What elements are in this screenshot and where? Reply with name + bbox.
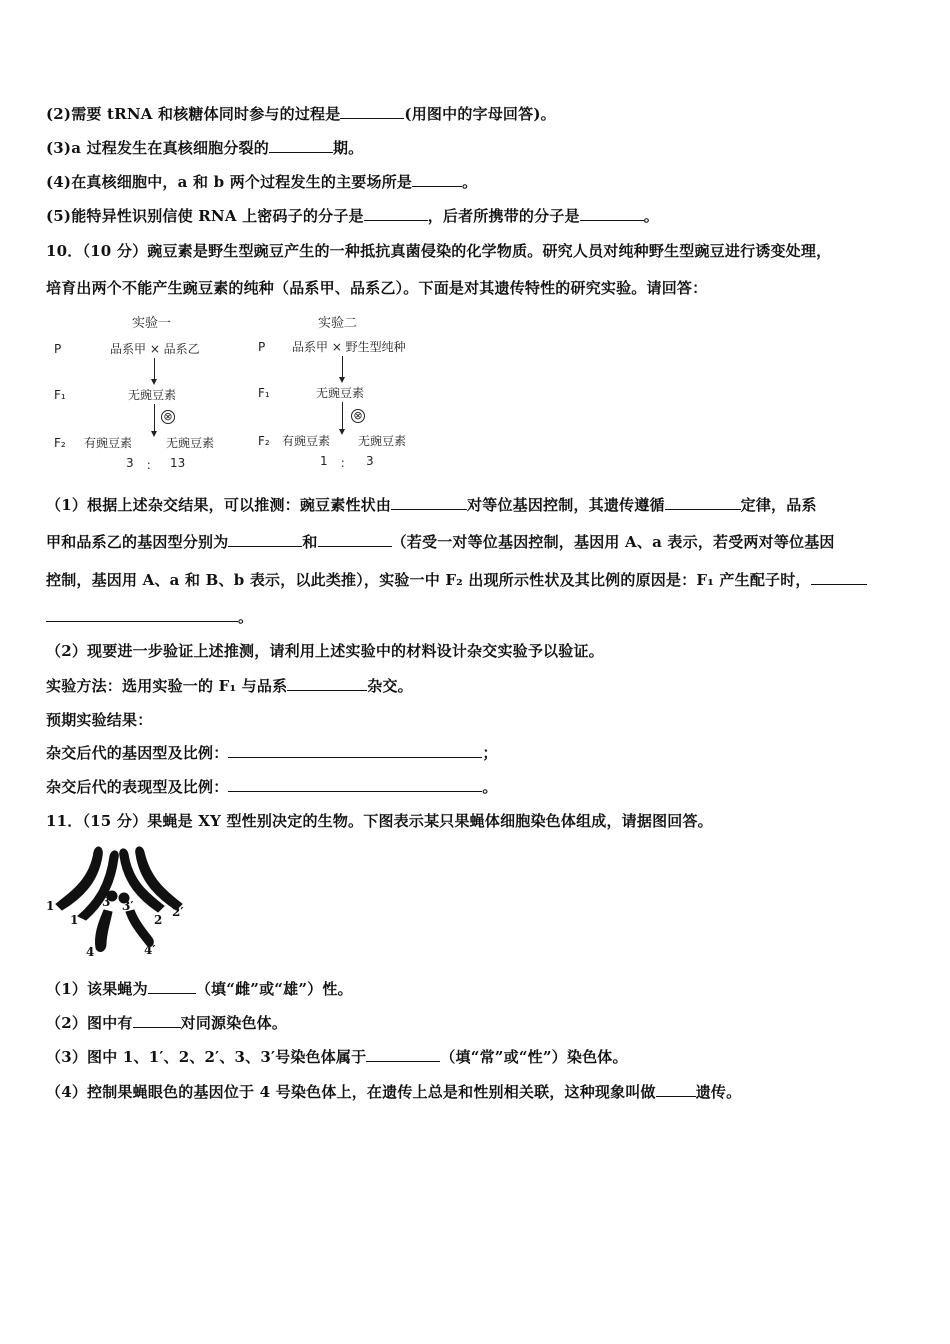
selfing-icon: ⊗ bbox=[161, 410, 175, 424]
exp1-f1: 无豌豆素 bbox=[128, 388, 177, 402]
answer-blank[interactable] bbox=[364, 206, 428, 221]
q10-intro-line2: 培育出两个不能产生豌豆素的纯种（品系甲、品系乙）。下面是对其遗传特性的研究实验。请回答： bbox=[46, 279, 708, 297]
exp2-f2-right: 无豌豆素 bbox=[358, 434, 407, 448]
exp2-ratio-right: 3 bbox=[366, 454, 374, 468]
q10-s2-line1: （2）现要进一步验证上述推测，请利用上述实验中的材料设计杂交实验予以验证。 bbox=[46, 642, 604, 660]
q10-s2-line5: 杂交后代的表现型及比例： 。 bbox=[46, 778, 498, 796]
answer-blank[interactable] bbox=[366, 1047, 440, 1062]
q11-s2: （2）图中有 对同源染色体。 bbox=[46, 1014, 288, 1032]
q10-s1-line1: （1）根据上述杂交结果，可以推测：豌豆素性状由 对等位基因控制，其遗传遵循 定律，品系 bbox=[46, 496, 817, 514]
chrom-label: 4′ bbox=[144, 943, 156, 957]
arrow-down-icon bbox=[342, 402, 343, 430]
q10-s1-line2: 甲和品系乙的基因型分别为 和 （若受一对等位基因控制，基因用 A、a 表示，若受两对等位基因 bbox=[46, 533, 835, 551]
answer-blank[interactable] bbox=[46, 607, 238, 622]
q10-intro-line1: 10．（10 分）豌豆素是野生型豌豆产生的一种抵抗真菌侵染的化学物质。研究人员对纯种野生型豌豆进行诱变处理， bbox=[46, 242, 832, 260]
chromosome-4-prime bbox=[126, 910, 153, 946]
arrow-down-icon bbox=[154, 358, 155, 380]
answer-blank[interactable] bbox=[228, 743, 482, 758]
exp2-f1: 无豌豆素 bbox=[316, 386, 365, 400]
q9-part2: (2)需要 tRNA 和核糖体同时参与的过程是 (用图中的字母回答)。 bbox=[46, 105, 556, 123]
cross-diagrams bbox=[46, 310, 446, 480]
exp1-f1-label: F₁ bbox=[54, 388, 66, 402]
q10-s2-line2: 实验方法：选用实验一的 F₁ 与品系 杂交。 bbox=[46, 677, 413, 695]
chrom-label: 3 bbox=[102, 895, 111, 909]
q10-s1-line3: 控制，基因用 A、a 和 B、b 表示，以此类推），实验一中 F₂ 出现所示性状及其比例的原因是：F₁ 产生配子时， bbox=[46, 569, 867, 590]
exp2-f2-label: F₂ bbox=[258, 434, 270, 448]
q11-s1: （1）该果蝇为 （填“雌”或“雄”）性。 bbox=[46, 980, 353, 998]
answer-blank[interactable] bbox=[391, 495, 467, 510]
exp1-p-label: P bbox=[54, 342, 62, 356]
chromosome-diagram bbox=[46, 840, 191, 958]
q10-s2-line4: 杂交后代的基因型及比例： ； bbox=[46, 744, 498, 762]
chrom-label: 4 bbox=[86, 945, 95, 958]
q10-s1-line4: 。 bbox=[46, 606, 253, 627]
q11-intro: 11．（15 分）果蝇是 XY 型性别决定的生物。下图表示某只果蝇体细胞染色体组成，请据图回答。 bbox=[46, 812, 713, 830]
exp1-cross: 品系甲 × 品系乙 bbox=[110, 342, 200, 356]
answer-blank[interactable] bbox=[318, 532, 392, 547]
answer-blank[interactable] bbox=[287, 676, 367, 691]
exp1-f2-left: 有豌豆素 bbox=[84, 436, 133, 450]
chrom-label: 1′ bbox=[70, 913, 82, 927]
exp1-ratio-left: 3 bbox=[126, 456, 134, 470]
exp2-ratio-colon: ： bbox=[340, 456, 353, 470]
exp2-title: 实验二 bbox=[318, 316, 358, 331]
exp1-f2-right: 无豌豆素 bbox=[166, 436, 215, 450]
answer-blank[interactable] bbox=[811, 570, 867, 585]
chromosome-figure bbox=[46, 840, 191, 958]
chromosome-4 bbox=[95, 910, 112, 951]
q11-s3: （3）图中 1、1′、2、2′、3、3′号染色体属于 （填“常”或“性”）染色体。 bbox=[46, 1048, 628, 1066]
exp2-ratio-left: 1 bbox=[320, 454, 328, 468]
exp1-ratio-right: 13 bbox=[170, 456, 186, 470]
exp1-ratio-colon: ： bbox=[146, 458, 159, 472]
exp2-f1-label: F₁ bbox=[258, 386, 270, 400]
chrom-label: 2′ bbox=[172, 905, 184, 919]
q11-s4: （4）控制果蝇眼色的基因位于 4 号染色体上，在遗传上总是和性别相关联，这种现象叫做 遗传。 bbox=[46, 1083, 742, 1101]
answer-blank[interactable] bbox=[412, 172, 462, 187]
arrow-down-icon bbox=[342, 356, 343, 378]
q9-part3: (3)a 过程发生在真核细胞分裂的 期。 bbox=[46, 139, 364, 157]
q10-s2-line3: 预期实验结果： bbox=[46, 711, 153, 729]
answer-blank[interactable] bbox=[269, 138, 333, 153]
chrom-label: 3′ bbox=[122, 899, 134, 913]
chrom-label: 1 bbox=[46, 899, 55, 913]
answer-blank[interactable] bbox=[228, 777, 482, 792]
exp2-f2-left: 有豌豆素 bbox=[282, 434, 331, 448]
exp1-title: 实验一 bbox=[132, 316, 172, 331]
answer-blank[interactable] bbox=[340, 104, 404, 119]
answer-blank[interactable] bbox=[580, 206, 644, 221]
q9-part5: (5)能特异性识别信使 RNA 上密码子的分子是 ，后者所携带的分子是 。 bbox=[46, 207, 659, 225]
exp1-f2-label: F₂ bbox=[54, 436, 66, 450]
answer-blank[interactable] bbox=[133, 1013, 181, 1028]
arrow-down-icon bbox=[154, 404, 155, 432]
selfing-icon: ⊗ bbox=[351, 409, 365, 423]
chrom-label: 2 bbox=[154, 913, 163, 927]
answer-blank[interactable] bbox=[656, 1082, 696, 1097]
exp2-cross: 品系甲 × 野生型纯种 bbox=[292, 340, 406, 354]
q9-part4: (4)在真核细胞中，a 和 b 两个过程发生的主要场所是 。 bbox=[46, 173, 478, 191]
exp2-p-label: P bbox=[258, 340, 266, 354]
answer-blank[interactable] bbox=[228, 532, 302, 547]
answer-blank[interactable] bbox=[665, 495, 741, 510]
answer-blank[interactable] bbox=[148, 979, 196, 994]
